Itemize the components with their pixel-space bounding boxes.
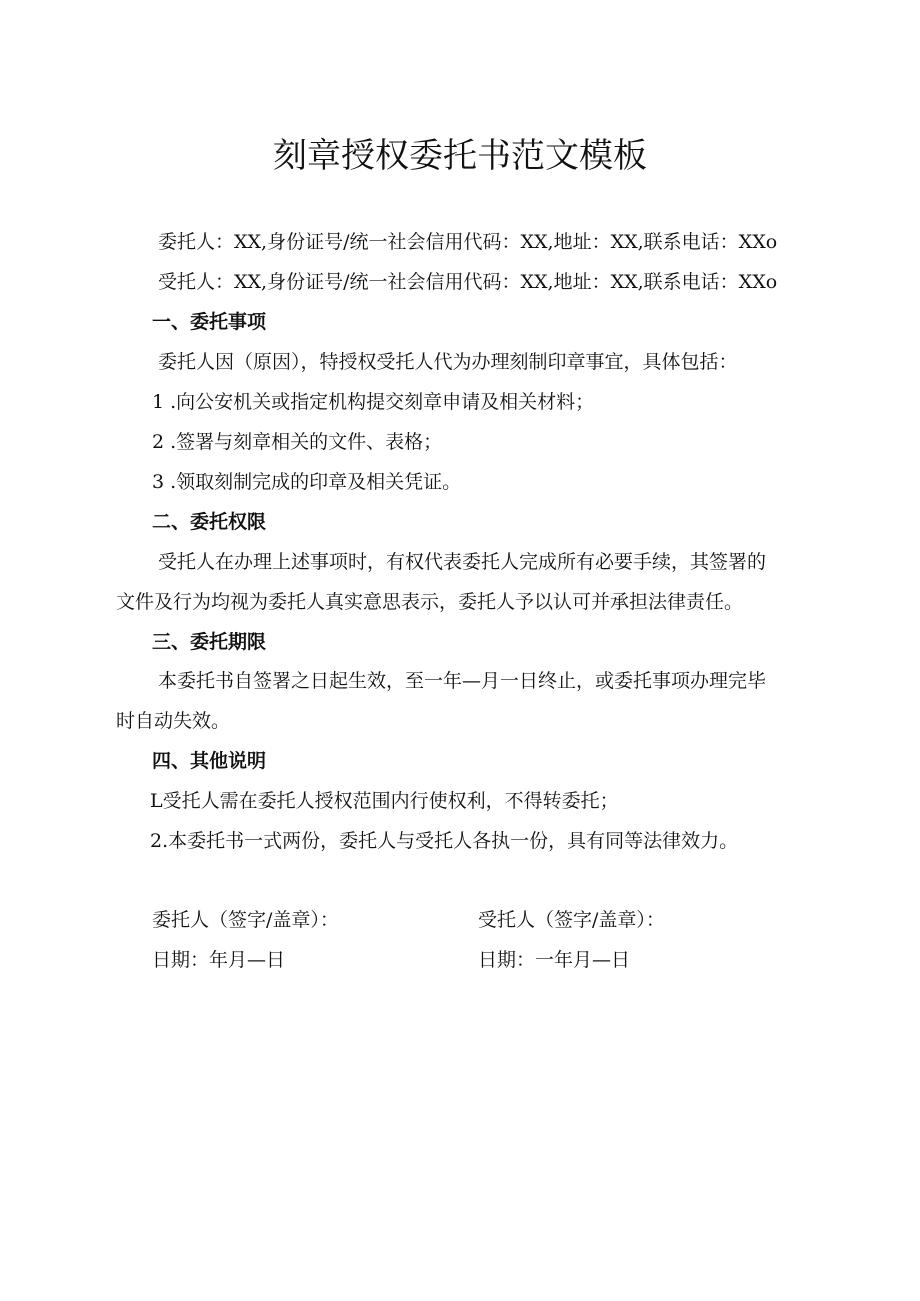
term-line-1: 本委托书自签署之日起生效，至一年—月一日终止，或委托事项办理完毕 xyxy=(158,670,767,692)
agent-signature-label: 受托人（签字/盖章）： xyxy=(478,909,665,931)
matters-intro: 委托人因（原因），特授权受托人代为办理刻制印章事宜，具体包括： xyxy=(158,351,738,373)
matters-item-1: 1 .向公安机关或指定机构提交刻章申请及相关材料； xyxy=(152,391,595,413)
document-title: 刻章授权委托书范文模板 xyxy=(273,136,647,176)
section-heading-term: 三、委托期限 xyxy=(152,631,267,653)
section-heading-other: 四、其他说明 xyxy=(152,750,267,772)
matters-item-3: 3 .领取刻制完成的印章及相关凭证。 xyxy=(152,471,462,493)
agent-date-label: 日期：一年月—日 xyxy=(478,949,631,971)
principal-signature-label: 委托人（签字/盖章）： xyxy=(152,909,339,931)
section-heading-authority: 二、委托权限 xyxy=(152,511,267,533)
agent-info: 受托人：XX,身份证号/统一社会信用代码：XX,地址：XX,联系电话：XXo xyxy=(158,271,778,293)
matters-item-2: 2 .签署与刻章相关的文件、表格； xyxy=(152,431,443,453)
other-item-1: L受托人需在委托人授权范围内行使权利，不得转委托； xyxy=(150,790,619,812)
section-heading-matters: 一、委托事项 xyxy=(152,311,267,333)
principal-date-label: 日期：年月—日 xyxy=(152,949,286,971)
term-line-2: 时自动失效。 xyxy=(116,710,231,732)
principal-info: 委托人：XX,身份证号/统一社会信用代码：XX,地址：XX,联系电话：XXo xyxy=(158,231,778,253)
authority-line-1: 受托人在办理上述事项时，有权代表委托人完成所有必要手续，其签署的 xyxy=(158,551,767,573)
other-item-2: 2.本委托书一式两份，委托人与受托人各执一份，具有同等法律效力。 xyxy=(150,830,739,852)
authority-line-2: 文件及行为均视为委托人真实意思表示，委托人予以认可并承担法律责任。 xyxy=(116,591,744,613)
